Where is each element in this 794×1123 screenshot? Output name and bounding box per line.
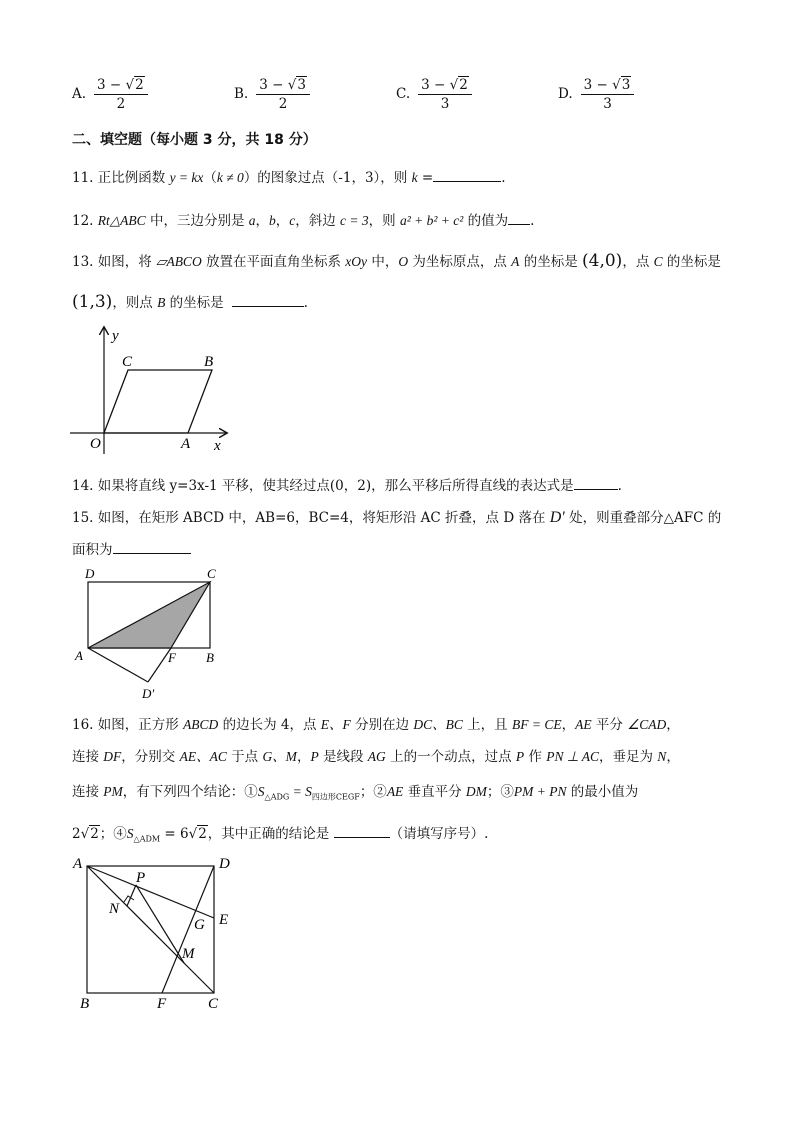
- figure-13-parallelogram: [60, 318, 240, 458]
- question-16-line2: [72, 745, 680, 765]
- q16-var: N: [657, 749, 667, 764]
- label-b: B: [206, 650, 214, 665]
- label-m: M: [182, 946, 195, 962]
- q12-text: .: [530, 213, 535, 229]
- q12-text: ，: [275, 213, 290, 229]
- q16-var: PN ⊥ AC: [546, 749, 599, 764]
- q13-var: C: [653, 254, 663, 269]
- q16-text: ，分别交: [121, 749, 180, 765]
- option-letter: C.: [396, 86, 411, 102]
- q16-var: PM: [103, 784, 123, 799]
- label-c: C: [207, 566, 216, 581]
- question-15-line1: [72, 506, 721, 527]
- q16-text: 的最小值为: [566, 784, 639, 800]
- label-g: G: [194, 917, 205, 933]
- option-d: [558, 70, 634, 118]
- q13-text: 为坐标原点，点: [408, 254, 512, 270]
- fold-edge-ad: [88, 648, 148, 682]
- q16-text: ，: [666, 749, 680, 765]
- q16-text: 作: [524, 749, 547, 765]
- q16-var: AE、AC: [179, 749, 227, 764]
- q13-var: xOy: [345, 254, 368, 269]
- q16-var: E、F: [320, 717, 351, 732]
- q16-var: P: [310, 749, 319, 764]
- q16-text: ；②: [359, 784, 387, 800]
- q16-var: AE: [575, 717, 592, 732]
- question-16-line1: [72, 713, 680, 733]
- q15-var: D′: [549, 509, 565, 526]
- q16-text: 分别在边: [350, 717, 414, 733]
- option-a: [72, 70, 148, 118]
- q11-var: k: [411, 170, 418, 185]
- q13-coord: (4,0): [582, 251, 623, 271]
- question-16-line3: [72, 780, 638, 803]
- figure-15-rectangle-fold: [70, 562, 230, 704]
- radicand: 2: [459, 76, 468, 93]
- q12-var: b: [269, 213, 276, 228]
- option-letter: B.: [234, 86, 249, 102]
- q12-text: ，斜边: [295, 213, 341, 229]
- q14-text: 14. 如果将直线 y=3x-1 平移，使其经过点(0，2)，那么平移后所得直线的表达式是: [72, 478, 574, 494]
- q16-text: 于点: [226, 749, 263, 765]
- denominator: 2: [278, 95, 288, 112]
- q16-text: ；④: [99, 826, 127, 842]
- parallelogram-abco: [104, 370, 212, 433]
- q16-text: （请填写序号）.: [389, 826, 489, 842]
- answer-blank: [232, 294, 304, 307]
- label-d: D: [85, 566, 95, 581]
- q12-var: c: [289, 213, 296, 228]
- label-a: A: [75, 648, 83, 663]
- label-b: B: [80, 996, 90, 1012]
- question-12: [72, 209, 534, 229]
- answer-blank: [334, 825, 390, 838]
- option-letter: A.: [72, 86, 87, 102]
- denominator: 3: [603, 95, 612, 112]
- label-e: E: [219, 912, 229, 928]
- q16-var: BF = CE: [511, 717, 562, 732]
- q11-text: 11. 正比例函数: [72, 170, 170, 186]
- label-f: F: [168, 650, 176, 665]
- q16-var: AG: [367, 749, 386, 764]
- label-d-prime: D′: [142, 686, 155, 701]
- q16-text: 16. 如图，正方形: [72, 717, 184, 733]
- q12-text: 中，三边分别是: [145, 213, 249, 229]
- radicand: 3: [621, 76, 631, 93]
- label-c: C: [208, 996, 219, 1012]
- figure-16-square: [66, 850, 256, 1020]
- q12-var: a: [248, 213, 256, 228]
- question-14: [72, 474, 622, 494]
- q12-text: 的值为: [463, 213, 509, 229]
- q16-var: S: [257, 784, 265, 799]
- q13-text: ，点: [622, 254, 654, 270]
- numerator-text: 3 −: [97, 76, 126, 93]
- overlap-triangle-afc: [88, 582, 210, 648]
- radicand: 2: [90, 826, 99, 842]
- label-x: x: [214, 438, 221, 454]
- label-d: D: [219, 856, 230, 872]
- q16-text: 是线段: [318, 749, 368, 765]
- q11-text: ）的图象过点（-1，3），则: [243, 170, 412, 186]
- segment-df: [162, 866, 214, 993]
- q13-text: 的坐标是: [662, 254, 721, 270]
- question-13-line1: [72, 250, 721, 271]
- q16-var: PM + PN: [513, 784, 567, 799]
- q16-var: 2: [72, 826, 81, 842]
- numerator-text: 3 −: [583, 76, 613, 93]
- option-fraction: $\frac{3 - √3}{3}$: [581, 77, 635, 112]
- label-p: P: [136, 870, 146, 886]
- q16-text: 垂直平分: [403, 784, 466, 800]
- q12-text: ，: [255, 213, 269, 229]
- q13-text: 的坐标是: [519, 254, 583, 270]
- q16-text: 连接: [72, 749, 104, 765]
- q16-text: ，: [561, 717, 576, 733]
- label-f: F: [157, 996, 167, 1012]
- q14-text: .: [617, 478, 622, 494]
- q16-var: DM: [465, 784, 487, 799]
- q13-text: 中，: [367, 254, 399, 270]
- label-a: A: [181, 436, 191, 452]
- denominator: 3: [440, 95, 450, 112]
- q11-text: （: [203, 170, 217, 186]
- q16-text: ，: [296, 749, 311, 765]
- radicand: 2: [135, 76, 144, 93]
- q11-formula: y = kx: [169, 170, 204, 185]
- q13-text: 放置在平面直角坐标系: [201, 254, 346, 270]
- q16-text: 上，且: [462, 717, 512, 733]
- q13-var: A: [511, 254, 520, 269]
- answer-blank: [508, 212, 530, 225]
- q16-text: ，其中正确的结论是: [207, 826, 334, 842]
- question-11: [72, 166, 506, 186]
- answer-blank: [113, 541, 191, 554]
- q16-text: 连接: [72, 784, 104, 800]
- option-fraction: $\frac{3 - √3}{2}$: [256, 77, 310, 112]
- label-b: B: [204, 354, 214, 370]
- q16-var: = 6: [160, 826, 189, 842]
- section-heading: 二、填空题（每小题 3 分，共 18 分）: [72, 132, 317, 148]
- q12-text: 12.: [72, 213, 98, 229]
- label-c: C: [122, 354, 133, 370]
- q12-formula: c = 3: [340, 213, 369, 228]
- q11-condition: k ≠ 0: [216, 170, 244, 185]
- q15-text: 15. 如图，在矩形 ABCD 中，AB=6，BC=4，将矩形沿 AC 折叠，点 D 落在: [72, 510, 550, 526]
- q16-var: DF: [103, 749, 122, 764]
- q16-var: ∠CAD: [627, 717, 667, 732]
- numerator-text: 3 −: [421, 76, 450, 93]
- label-y: y: [112, 328, 119, 344]
- option-fraction: $\frac{3 - √2}{2}$: [94, 77, 148, 112]
- numerator-text: 3 −: [259, 76, 288, 93]
- label-o: O: [90, 436, 101, 452]
- q16-text: 上的一个动点，过点: [385, 749, 516, 765]
- q16-var: G、M: [262, 749, 297, 764]
- q16-text: 平分: [591, 717, 628, 733]
- q11-text: .: [501, 170, 506, 186]
- q16-text: 的边长为 4，点: [218, 717, 321, 733]
- radicand: 3: [297, 76, 306, 93]
- question-13-line2: [72, 291, 308, 312]
- q16-text: ，垂足为: [599, 749, 658, 765]
- answer-blank: [433, 169, 501, 182]
- q16-var: = S: [289, 784, 312, 799]
- option-c: [396, 70, 472, 118]
- q13-var: B: [157, 295, 166, 310]
- q16-var: ABCD: [183, 717, 219, 732]
- q16-subscript: △ADG: [264, 792, 290, 802]
- label-n: N: [109, 901, 120, 917]
- option-letter: D.: [558, 86, 573, 102]
- denominator: 2: [116, 95, 126, 112]
- q11-text: =: [417, 170, 434, 186]
- q16-text: ，有下列四个结论：①: [122, 784, 258, 800]
- option-b: [234, 70, 310, 118]
- q15-text: 面积为: [72, 542, 113, 558]
- q12-text: ，则: [368, 213, 400, 229]
- segment-ae: [87, 866, 214, 918]
- q16-var: S: [126, 826, 134, 841]
- q13-var: O: [398, 254, 409, 269]
- option-fraction: $\frac{3 - √2}{3}$: [418, 77, 472, 112]
- q13-text: 的坐标是: [165, 295, 224, 311]
- question-15-line2: [72, 538, 191, 558]
- q13-text: ，则点: [112, 295, 158, 311]
- q16-var: DC、BC: [413, 717, 463, 732]
- q13-text: 13. 如图，将: [72, 254, 157, 270]
- q13-text: .: [303, 295, 308, 311]
- q15-text: 处，则重叠部分△AFC 的: [564, 510, 722, 526]
- q12-triangle: Rt△ABC: [97, 213, 146, 228]
- radicand: 2: [198, 826, 207, 842]
- segment-pm: [136, 885, 184, 963]
- q16-var: P: [515, 749, 525, 764]
- answer-blank: [574, 477, 618, 490]
- q13-coord: (1,3): [72, 292, 113, 312]
- q16-subscript: 四边形CEGF: [311, 792, 360, 802]
- question-16-line4: 2√2；$④S_{\triangle ADM} = 6√2$，其中正确的结论是 （请填写序号）.: [72, 826, 489, 844]
- segment-pn: [127, 885, 136, 906]
- q16-text: ，: [666, 717, 680, 733]
- q16-var: AE: [386, 784, 404, 799]
- q13-parallelogram: ▱ABCO: [156, 254, 202, 269]
- q12-formula: a² + b² + c²: [399, 213, 464, 228]
- q16-text: ；③: [486, 784, 514, 800]
- q16-subscript: △ADM: [133, 834, 161, 844]
- label-a: A: [73, 856, 83, 872]
